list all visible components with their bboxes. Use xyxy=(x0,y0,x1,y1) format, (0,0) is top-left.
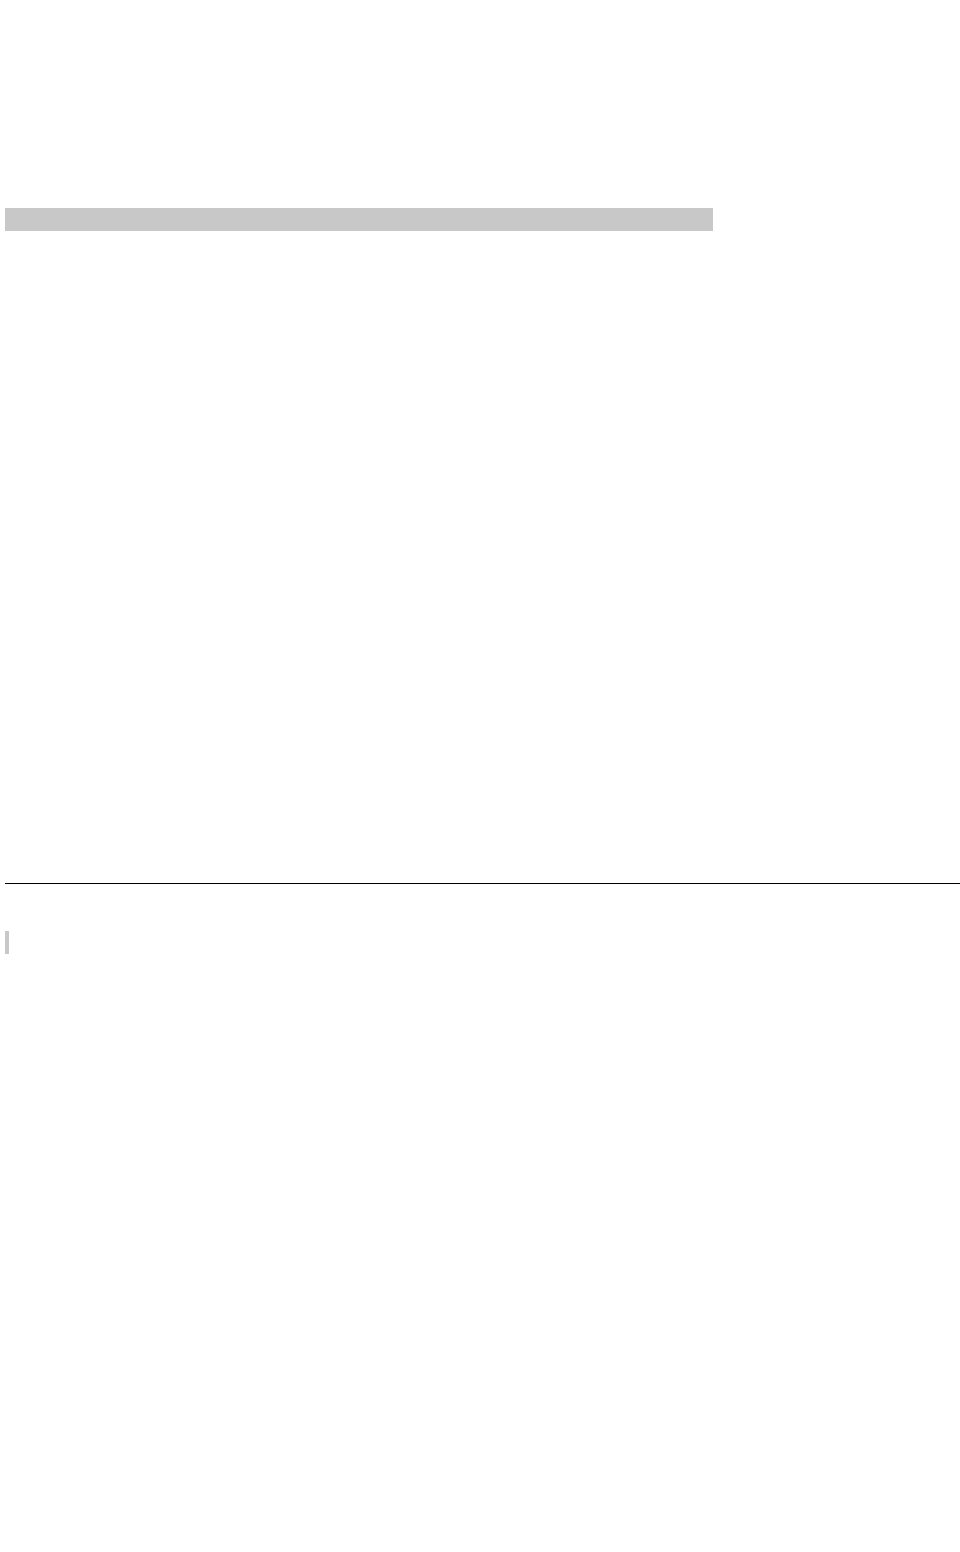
table-header xyxy=(5,208,713,231)
table-header-2 xyxy=(5,883,960,908)
section-letter xyxy=(5,931,9,954)
